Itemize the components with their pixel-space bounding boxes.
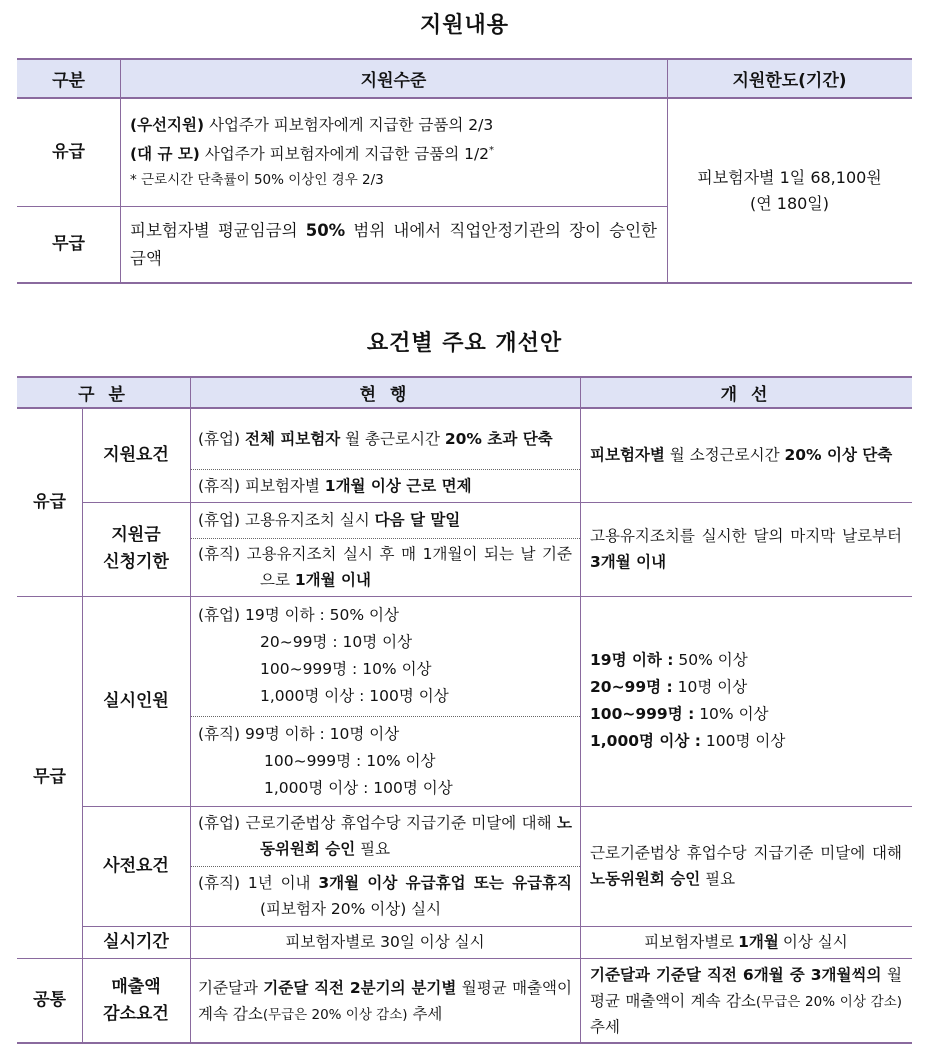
dotted-divider (191, 716, 580, 717)
row-label-paid: 유급 (52, 141, 85, 162)
headcount-current-absence: (휴직) 99명 이하 : 10명 이상 100~999명 : 10% 이상 1,000명 이상 : 100명 이상 (198, 724, 453, 797)
header-improved: 개 선 (580, 377, 912, 408)
footnote: * 근로시간 단축률이 50% 이상인 경우 2/3 (130, 171, 384, 188)
row-label-application-deadline: 지원금 신청기한 (103, 525, 169, 572)
group-label-paid: 유급 (33, 491, 66, 512)
row-label-sales-decline: 매출액 감소요건 (103, 976, 169, 1024)
prereq-current-leave: (휴업) 근로기준법상 휴업수당 지급기준 미달에 대해 노동위원회 승인 필요 (198, 814, 572, 858)
divider (667, 59, 668, 283)
divider (190, 377, 191, 1043)
dotted-divider (191, 469, 580, 470)
section-title-support: 지원내용 (419, 13, 509, 38)
divider (82, 408, 83, 1043)
prereq-current-absence: (휴직) 1년 이내 3개월 이상 유급휴업 또는 유급휴직(피보험자 20% 이상) 실시 (198, 874, 572, 918)
header-support-limit: 지원한도(기간) (667, 59, 912, 98)
prereq-improved: 근로기준법상 휴업수당 지급기준 미달에 대해 노동위원회 승인 필요 (590, 844, 902, 888)
header-current: 현 행 (190, 377, 580, 408)
divider (17, 407, 912, 409)
row-label-headcount: 실시인원 (103, 690, 169, 711)
divider (17, 1042, 912, 1044)
row-label-support-requirement: 지원요건 (103, 444, 169, 465)
support-req-current-absence: (휴직) 피보험자별 1개월 이상 근로 면제 (198, 476, 472, 495)
divider (17, 282, 912, 284)
divider (17, 596, 912, 597)
header-support-level: 지원수준 (120, 59, 667, 98)
divider (82, 926, 912, 927)
row-label-prerequisite: 사전요건 (103, 855, 169, 876)
divider (17, 206, 667, 207)
divider (17, 958, 912, 959)
large-scale-line: (대 규 모) 사업주가 피보험자에게 지급한 금품의 1/2* (130, 145, 495, 164)
divider (120, 59, 121, 283)
row-label-unpaid: 무급 (52, 234, 85, 254)
sales-improved: 기준달과 기준달 직전 6개월 중 3개월씩의 월평균 매출액이 계속 감소(무급은 20% 이상 감소) 추세 (590, 965, 902, 1036)
unpaid-support-level: 피보험자별 평균임금의 50% 범위 내에서 직업안정기관의 장이 승인한 금액 (130, 220, 657, 268)
divider (580, 377, 581, 1043)
period-current: 피보험자별로 30일 이상 실시 (285, 933, 485, 951)
support-req-improved: 피보험자별 월 소정근로시간 20% 이상 단축 (590, 446, 893, 464)
support-limit-value: 피보험자별 1일 68,100원 (연 180일) (697, 167, 882, 213)
paid-support-level (120, 98, 667, 206)
deadline-improved: 고용유지조치를 실시한 달의 마지막 날로부터 3개월 이내 (590, 527, 902, 571)
header-category: 구 분 (17, 377, 190, 408)
divider (17, 97, 912, 99)
headcount-current-leave: (휴업) 19명 이하 : 50% 이상 20~99명 : 10명 이상 100~999명 : 10% 이상 1,000명 이상 : 100명 이상 (198, 606, 449, 705)
group-label-common: 공통 (33, 990, 66, 1010)
divider (82, 806, 912, 807)
divider (82, 502, 912, 503)
deadline-current-leave: (휴업) 고용유지조치 실시 다음 달 말일 (198, 511, 461, 529)
headcount-improved: 19명 이하 : 50% 이상 20~99명 : 10명 이상 100~999명 : 10% 이상 1,000명 이상 : 100명 이상 (590, 651, 786, 750)
section-title-improvements: 요건별 주요 개선안 (366, 331, 563, 356)
divider (17, 58, 912, 60)
row-label-period: 실시기간 (103, 931, 169, 952)
divider (17, 376, 912, 378)
group-label-unpaid: 무급 (33, 766, 66, 787)
priority-support-line: (우선지원) 사업주가 피보험자에게 지급한 금품의 2/3 (130, 116, 494, 135)
dotted-divider (191, 866, 580, 867)
dotted-divider (191, 538, 580, 539)
deadline-current-absence: (휴직) 고용유지조치 실시 후 매 1개월이 되는 날 기준으로 1개월 이내 (198, 545, 572, 589)
support-req-current-leave: (휴업) 전체 피보험자 월 총근로시간 20% 초과 단축 (198, 429, 553, 448)
sales-current: 기준달과 기준달 직전 2분기의 분기별 월평균 매출액이 계속 감소(무급은 20% 이상 감소) 추세 (198, 978, 572, 1023)
period-improved: 피보험자별로 1개월 이상 실시 (644, 933, 848, 951)
header-category: 구분 (17, 59, 120, 98)
